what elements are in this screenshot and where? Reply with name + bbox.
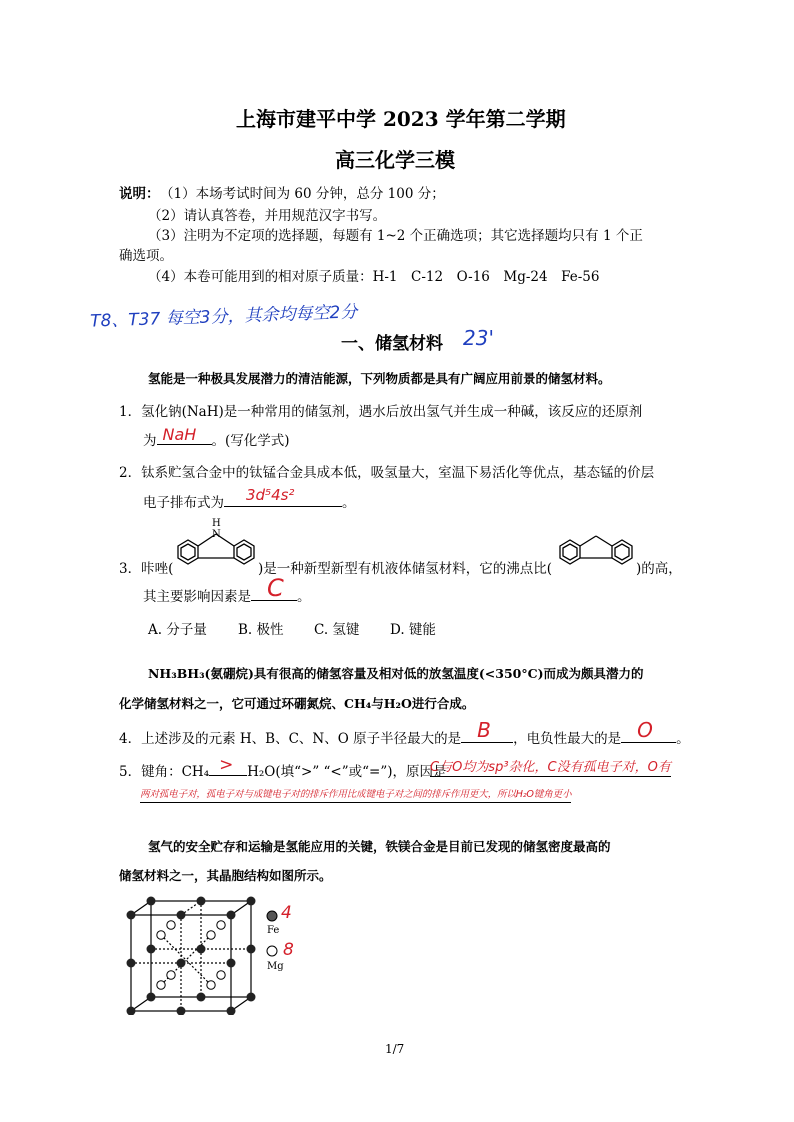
question-4: [119, 718, 690, 747]
instruction-3a: （3）注明为不定项的选择题，每题有 1~2 个正确选项；其它选择题均只有 1 个正: [148, 228, 643, 244]
instruction-1: （1）本场考试时间为 60 分钟，总分 100 分；: [160, 186, 445, 202]
answer-q3-handwritten: C: [267, 574, 284, 602]
question-1-line1: 1．氢化钠(NaH)是一种常用的储氢剂，遇水后放出氢气并生成一种碱，该反应的还原剂: [119, 404, 643, 420]
q3-option-b[interactable]: B. 极性: [238, 622, 284, 638]
question-3-post: 。: [297, 589, 311, 605]
answer-blank-q2[interactable]: [224, 486, 342, 507]
mg-count-handwritten: 8: [283, 940, 294, 960]
question-2-line1: 2．钛系贮氢合金中的钛锰合金具成本低，吸氢量大，室温下易活化等优点，基态锰的价层: [119, 465, 655, 481]
answer-blank-q3[interactable]: [251, 574, 297, 602]
legend-mg-label: Mg: [267, 961, 284, 972]
fe-legend-marker: [266, 910, 278, 922]
question-4-pre: 4．上述涉及的元素 H、B、C、N、O 原子半径最大的是: [119, 731, 462, 747]
answer-q4b-handwritten: O: [637, 718, 653, 742]
question-3-a: 3．咔唑(: [119, 561, 174, 577]
q3-option-d[interactable]: D. 键能: [390, 622, 436, 638]
instruction-2: （2）请认真答卷，并用规范汉字书写。: [148, 208, 387, 224]
section-intro: 氢能是一种极具发展潜力的清洁能源，下列物质都是具有广阔应用前景的储氢材料。: [148, 371, 611, 386]
instructions-label: 说明：: [119, 186, 160, 202]
intro-3-line2: 储氢材料之一，其晶胞结构如图所示。: [119, 868, 332, 883]
carbazole-structure: [172, 516, 260, 572]
question-5-pre: 5．键角：CH₄: [119, 764, 210, 780]
question-3-b: )是一种新型新型有机液体储氢材料，它的沸点比(: [258, 561, 553, 577]
question-3-c: )的高，: [636, 561, 682, 577]
page-number: 1/7: [385, 1042, 405, 1056]
answer-q2-handwritten: 3d⁵4s²: [246, 486, 295, 504]
question-3-pre: 其主要影响因素是: [143, 589, 251, 605]
answer-q5-reason-line2: 两对孤电子对，孤电子对与成键电子对的排斥作用比成键电子对之间的排斥作用更大，所以H₂O键角更小: [140, 786, 571, 803]
question-2-post: 。: [342, 495, 356, 511]
fe-mg-unit-cell-diagram: [125, 895, 265, 1015]
section-score-handwritten: 23': [463, 326, 494, 350]
question-5: [119, 755, 447, 780]
legend-fe-label: Fe: [267, 925, 280, 936]
question-2-pre: 电子排布式为: [143, 495, 224, 511]
intro-2-line1: NH₃BH₃(氨硼烷)具有很高的储氢容量及相对低的放氢温度(<350°C)而成为颇具潜力的: [148, 666, 644, 681]
instruction-4: （4）本卷可能用到的相对原子质量：H-1 C-12 O-16 Mg-24 Fe-56: [148, 269, 600, 285]
carbazole-n-label: N: [212, 529, 221, 540]
answer-q5a-handwritten: >: [219, 755, 234, 775]
fluorene-structure: [556, 530, 636, 572]
answer-q1-handwritten: NaH: [162, 425, 197, 444]
answer-q5-reason-line1: C与O均为sp³杂化，C没有孤电子对，O有: [430, 756, 671, 777]
answer-blank-q1[interactable]: [157, 425, 212, 445]
answer-blank-q5a[interactable]: [209, 755, 247, 776]
answer-q4a-handwritten: B: [477, 718, 491, 742]
question-3-line2: [143, 574, 311, 605]
instruction-3b: 确选项。: [119, 248, 173, 264]
answer-blank-q4b[interactable]: [621, 718, 676, 743]
exam-subtitle: 高三化学三模: [335, 148, 455, 172]
exam-title: 上海市建平中学 2023 学年第二学期: [236, 107, 566, 131]
question-1-post: 。(写化学式): [211, 433, 290, 449]
intro-3-line1: 氢气的安全贮存和运输是氢能应用的关键，铁镁合金是目前已发现的储氢密度最高的: [148, 839, 611, 854]
question-2-line2: [143, 486, 356, 511]
intro-2-line2: 化学储氢材料之一，它可通过环硼氮烷、CH₄与H₂O进行合成。: [119, 696, 475, 711]
q3-option-c[interactable]: C. 氢键: [314, 622, 360, 638]
answer-blank-q4a[interactable]: [461, 718, 513, 743]
question-1-line2: [143, 425, 290, 449]
mg-legend-marker: [266, 945, 278, 957]
q3-option-a[interactable]: A. 分子量: [148, 622, 207, 638]
section-heading: 一、储氢材料: [341, 334, 443, 354]
carbazole-h-label: H: [212, 518, 221, 529]
fe-count-handwritten: 4: [281, 903, 292, 923]
question-5-mid: H₂O(填“>” “<”或“=”)，原因是: [247, 764, 447, 780]
question-4-mid: ，电负性最大的是: [513, 731, 622, 747]
question-1-pre: 为: [143, 433, 157, 449]
handwritten-score-note: T8、T37 每空3分，其余均每空2分: [89, 302, 358, 332]
question-4-post: 。: [676, 731, 690, 747]
